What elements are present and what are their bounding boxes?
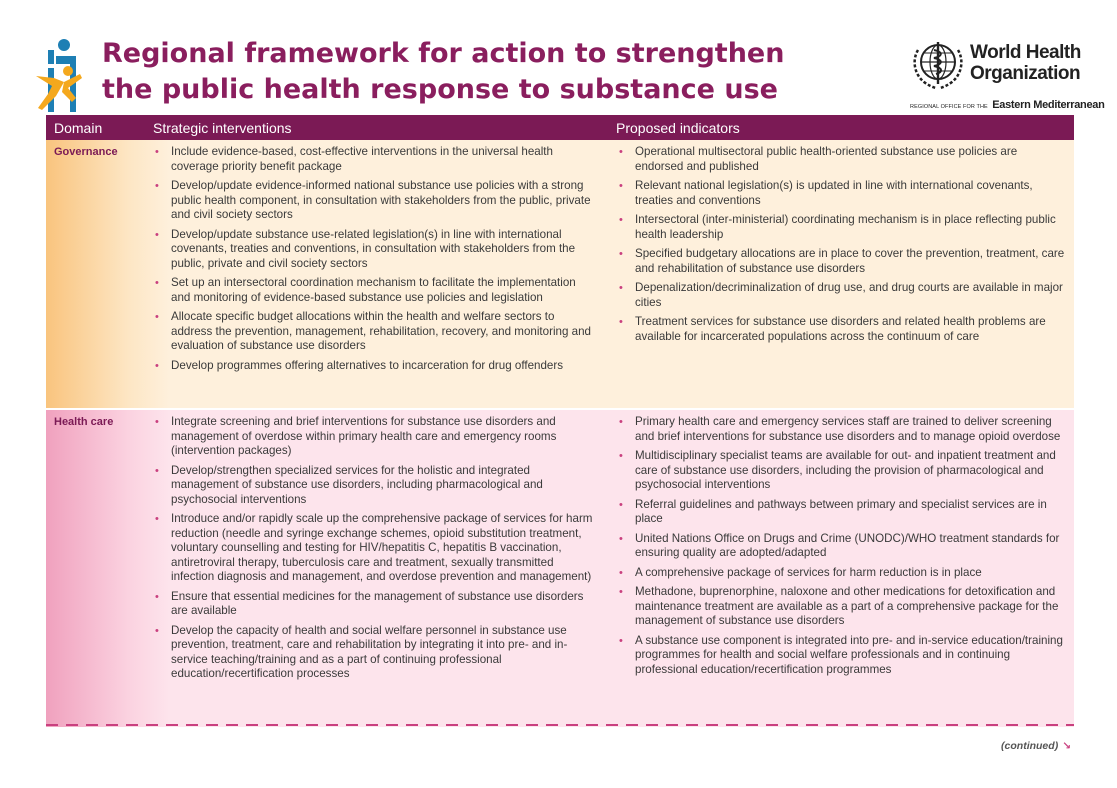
list-item: • Operational multisectoral public health-oriented substance use policies are endorsed and published (618, 145, 1066, 174)
continued-label: (continued) ↘ (1001, 740, 1071, 752)
list-item: • Ensure that essential medicines for the management of substance use disorders are available (154, 590, 598, 619)
framework-table (46, 115, 1074, 727)
list-item: • Treatment services for substance use disorders and related health problems are available for incarcerated populations across the continuum of care (618, 315, 1066, 344)
list-item: • Methadone, buprenorphine, naloxone and other medications for detoxification and maintenance treatment are available as a part of a comprehensive package for the management of substance use disorders (618, 585, 1066, 629)
list-item: • Primary health care and emergency services staff are trained to deliver screening and brief interventions for substance use disorders and to manage opioid overdose (618, 415, 1066, 444)
table-row-health-care (46, 410, 1074, 727)
arrow-down-right-icon: ↘ (1062, 740, 1071, 752)
domain-label: Governance (54, 146, 118, 158)
domain-label: Health care (54, 416, 114, 428)
interventions-cell (144, 410, 608, 727)
header-indicators: Proposed indicators (616, 119, 740, 136)
list-item: • Develop programmes offering alternatives to incarceration for drug offenders (154, 359, 598, 374)
list-item: • A comprehensive package of services for harm reduction is in place (618, 566, 1066, 581)
list-item: • Integrate screening and brief interventions for substance use disorders and management of overdose within primary health care and emergency rooms (intervention packages) (154, 415, 598, 459)
list-item: • Develop/update substance use-related legislation(s) in line with international covenants, treaties and conventions, in consultation with stakeholders from the public, private and civil society sectors (154, 228, 598, 272)
continuation-divider (46, 724, 1074, 726)
list-item: • Include evidence-based, cost-effective interventions in the universal health coverage priority benefit package (154, 145, 598, 174)
page-title (102, 36, 822, 108)
list-item: • Allocate specific budget allocations within the health and welfare sectors to address the prevention, management, rehabilitation, recovery, and monitoring and evaluation of substance use disorders (154, 310, 598, 354)
list-item: • A substance use component is integrated into pre- and in-service education/training programmes for health and social welfare professionals and in continuing professional education/recertification programmes (618, 634, 1066, 678)
list-item: • Intersectoral (inter-ministerial) coordinating mechanism is in place reflecting public health leadership (618, 213, 1066, 242)
who-region: REGIONAL OFFICE FOR THE Eastern Mediterranean (910, 99, 1105, 111)
indicators-cell (608, 140, 1074, 410)
list-item: • Specified budgetary allocations are in place to cover the prevention, treatment, care and rehabilitation of substance use disorders (618, 247, 1066, 276)
title-line-1: Regional framework for action to strengthen (102, 38, 785, 69)
list-item: • Develop the capacity of health and social welfare personnel in substance use prevention, treatment, care and rehabilitation by integrating it into pre- and in-service teaching/training and as a part of continuing professional education/recertification processes (154, 624, 598, 682)
list-item: • Depenalization/decriminalization of drug use, and drug courts are available in major cities (618, 281, 1066, 310)
who-name: World Health Organization (970, 42, 1081, 84)
list-item: • Introduce and/or rapidly scale up the comprehensive package of services for harm reduction (needle and syringe exchange schemes, opioid substitution treatment, voluntary counselling and testing for HIV/hepatitis C, hepatitis B vaccination, antiretroviral therapy, tuberculosis care and treatment, sexually transmitted infection diagnosis and management, and overdose prevention and management) (154, 512, 598, 585)
table-row-governance (46, 140, 1074, 410)
indicators-cell (608, 410, 1074, 727)
header-domain: Domain (54, 119, 103, 136)
list-item: • Set up an intersectoral coordination mechanism to facilitate the implementation and monitoring of evidence-based substance use policies and legislation (154, 276, 598, 305)
who-logo (910, 38, 1105, 111)
interventions-cell (144, 140, 608, 410)
list-item: • United Nations Office on Drugs and Crime (UNODC)/WHO treatment standards for ensuring quality are adopted/adapted (618, 532, 1066, 561)
who-emblem-icon (910, 38, 966, 90)
list-item: • Relevant national legislation(s) is updated in line with international covenants, treaties and conventions (618, 179, 1066, 208)
table-header (46, 115, 1074, 140)
person-figures-icon (34, 38, 86, 112)
title-line-2: the public health response to substance use (102, 74, 778, 105)
list-item: • Develop/update evidence-informed national substance use policies with a strong public health component, in consultation with stakeholders from the public, private and civil society sectors (154, 179, 598, 223)
list-item: • Referral guidelines and pathways between primary and specialist services are in place (618, 498, 1066, 527)
list-item: • Develop/strengthen specialized services for the holistic and integrated management of substance use disorders, including pharmacological and psychosocial interventions (154, 464, 598, 508)
header-interventions: Strategic interventions (153, 119, 292, 136)
list-item: • Multidisciplinary specialist teams are available for out- and inpatient treatment and care of substance use disorders, including the provision of pharmacological and psychosocial interventions (618, 449, 1066, 493)
